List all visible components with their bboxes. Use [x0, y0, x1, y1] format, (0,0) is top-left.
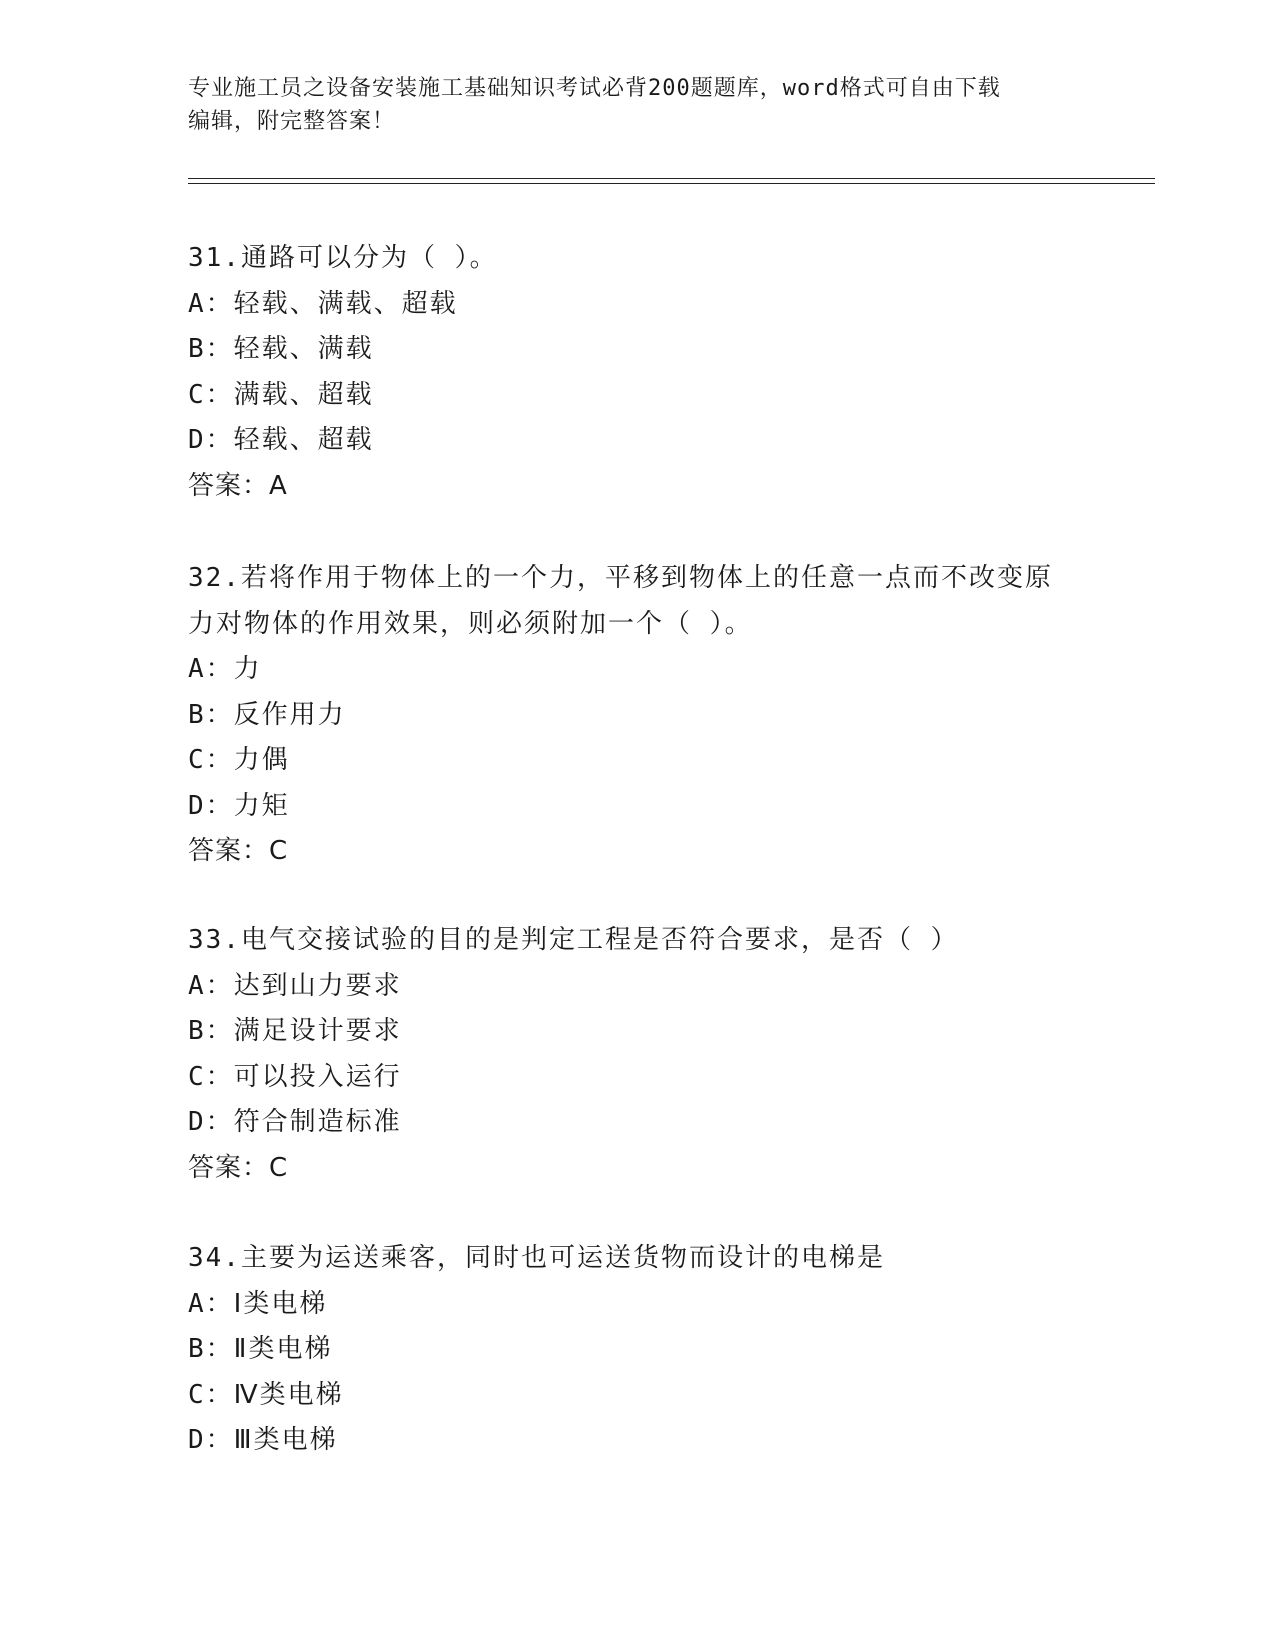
option-b: B：轻载、满载 — [188, 334, 374, 364]
option-d: D：符合制造标准 — [188, 1107, 402, 1137]
question-stem: 34.主要为运送乘客，同时也可运送货物而设计的电梯是 — [188, 1243, 885, 1273]
option-a: A：轻载、满载、超载 — [188, 288, 458, 319]
option-b: B：Ⅱ类电梯 — [188, 1334, 333, 1364]
header-line-1: 专业施工员之设备安装施工基础知识考试必背200题题库，word格式可自由下载 — [188, 76, 1001, 101]
header-divider-bottom — [188, 183, 1155, 184]
answer: 答案：A — [188, 470, 288, 501]
question-stem-continued: 力对物体的作用效果，则必须附加一个（ ）。 — [188, 608, 753, 639]
question-32 — [188, 556, 1088, 875]
question-stem: 32.若将作用于物体上的一个力，平移到物体上的任意一点而不改变原 — [188, 563, 1053, 593]
question-33 — [188, 918, 1088, 1191]
question-stem: 33.电气交接试验的目的是判定工程是否符合要求，是否（ ） — [188, 925, 959, 955]
question-31 — [188, 236, 1088, 509]
option-c: C：Ⅳ类电梯 — [188, 1379, 344, 1410]
option-d: D：力矩 — [188, 790, 290, 821]
answer: 答案：C — [188, 836, 289, 866]
option-d: D：轻载、超载 — [188, 425, 374, 455]
question-34 — [188, 1236, 1088, 1464]
question-stem: 31.通路可以分为（ ）。 — [188, 243, 498, 273]
option-a: A：达到山力要求 — [188, 970, 402, 1001]
option-d: D：Ⅲ类电梯 — [188, 1425, 338, 1455]
header-line-2: 编辑，附完整答案！ — [188, 109, 396, 134]
header-divider-top — [188, 178, 1155, 179]
answer: 答案：C — [188, 1152, 289, 1183]
document-header — [188, 72, 1088, 138]
option-c: C：满载、超载 — [188, 379, 374, 410]
option-a: A：Ⅰ类电梯 — [188, 1288, 328, 1319]
option-b: B：满足设计要求 — [188, 1016, 402, 1046]
option-c: C：力偶 — [188, 745, 290, 775]
option-c: C：可以投入运行 — [188, 1061, 402, 1092]
option-b: B：反作用力 — [188, 699, 346, 730]
option-a: A：力 — [188, 654, 262, 684]
